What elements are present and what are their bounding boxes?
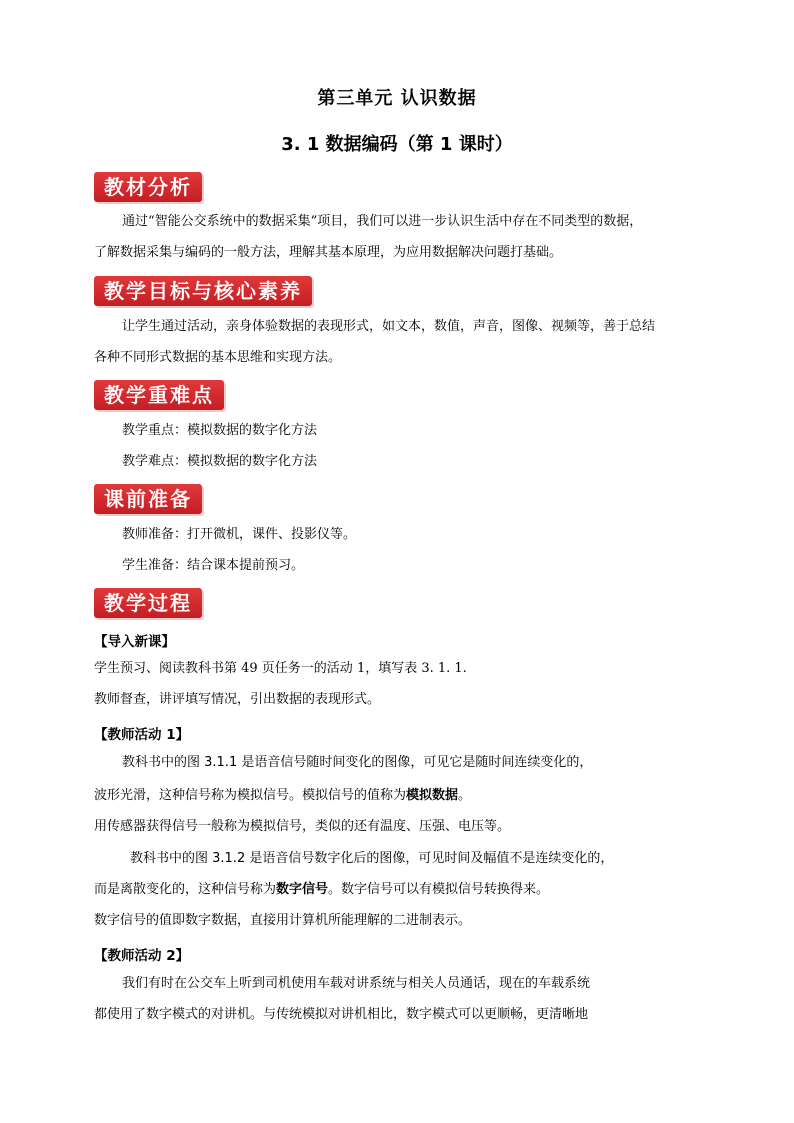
- prep-teacher: 教师准备：打开微机，课件、投影仪等。: [122, 527, 357, 542]
- activity1-line-5-end: 。数字信号可以有模拟信号转换得来。: [328, 882, 550, 897]
- prep-student: 学生准备：结合课本提前预习。: [122, 558, 305, 573]
- section-heading-process: 教学过程: [94, 588, 202, 618]
- activity1-line-2: [94, 788, 471, 804]
- section-heading-goals: 教学目标与核心素养: [94, 276, 312, 306]
- section-heading-analysis: 教材分析: [94, 172, 202, 202]
- activity2-line-1: 我们有时在公交车上听到司机使用车载对讲系统与相关人员通话，现在的车载系统: [122, 976, 591, 991]
- activity2-line-2: 都使用了数字模式的对讲机。与传统模拟对讲机相比，数字模式可以更顺畅，更清晰地: [94, 1007, 589, 1022]
- activity1-line-6: 数字信号的值即数字数据，直接用计算机所能理解的二进制表示。: [94, 913, 472, 928]
- activity1-line-2-text: 波形光滑，这种信号称为模拟信号。模拟信号的值称为: [94, 788, 407, 803]
- term-digital-signal: 数字信号: [276, 882, 329, 897]
- section-heading-keypoints: 教学重难点: [94, 380, 224, 410]
- activity1-line-4: 教科书中的图 3.1.2 是语音信号数字化后的图像，可见时间及幅值不是连续变化的，: [130, 851, 614, 866]
- activity1-label: 【教师活动 1】: [94, 727, 190, 743]
- keypoint-focus: 教学重点：模拟数据的数字化方法: [122, 423, 318, 438]
- activity1-line-2-end: 。: [458, 788, 472, 803]
- goals-line-2: 各种不同形式数据的基本思维和实现方法。: [94, 350, 342, 365]
- activity1-line-1: 教科书中的图 3.1.1 是语音信号随时间变化的图像，可见它是随时间连续变化的，: [122, 755, 593, 770]
- activity2-label: 【教师活动 2】: [94, 948, 190, 964]
- intro-line-2: 教师督查，讲评填写情况，引出数据的表现形式。: [94, 692, 381, 707]
- activity1-line-3: 用传感器获得信号一般称为模拟信号，类似的还有温度、压强、电压等。: [94, 819, 511, 834]
- keypoint-difficulty: 教学难点：模拟数据的数字化方法: [122, 454, 318, 469]
- goals-line-1: 让学生通过活动，亲身体验数据的表现形式，如文本，数值，声音，图像、视频等，善于总结: [122, 319, 656, 334]
- analysis-line-2: 了解数据采集与编码的一般方法，理解其基本原理，为应用数据解决问题打基础。: [94, 245, 563, 260]
- lesson-title: 3. 1 数据编码（第 1 课时）: [281, 134, 513, 155]
- activity1-line-5: [94, 882, 549, 898]
- intro-line-1: 学生预习、阅读教科书第 49 页任务一的活动 1，填写表 3. 1. 1.: [94, 661, 467, 676]
- unit-title: 第三单元 认识数据: [317, 88, 477, 109]
- section-heading-prep: 课前准备: [94, 484, 202, 514]
- intro-label: 【导入新课】: [94, 634, 175, 650]
- term-analog-data: 模拟数据: [406, 788, 459, 803]
- activity1-line-5-text: 而是离散变化的，这种信号称为: [94, 882, 277, 897]
- analysis-line-1: 通过“智能公交系统中的数据采集”项目，我们可以进一步认识生活中存在不同类型的数据，: [122, 214, 643, 229]
